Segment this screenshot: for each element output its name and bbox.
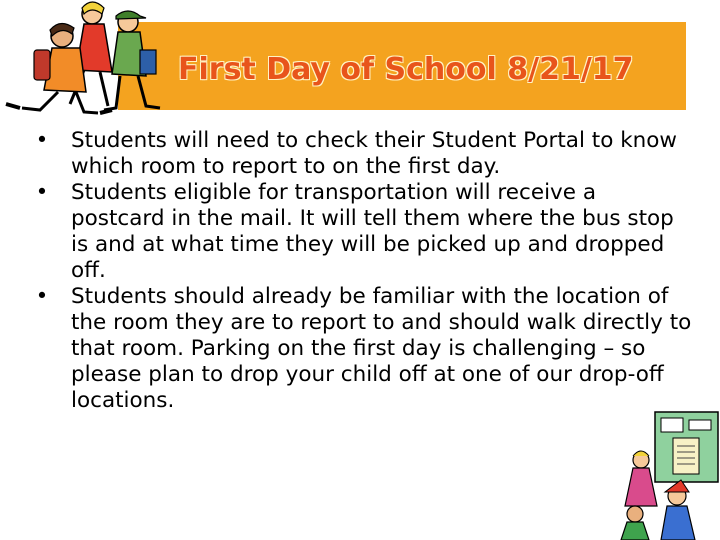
bullet-glyph: • [35,128,49,153]
bullet-glyph: • [35,180,49,205]
students-walking-clipart [0,0,182,118]
bullet-list [32,128,692,414]
bullet-text: Students should already be familiar with the location of the room they are to report to and should walk directly to that room. Parking on the first day is challenging – so please plan to drop your child off at one of our drop-off locations. [71,284,692,413]
classroom-clipart [615,410,720,540]
bullet-glyph: • [35,284,49,309]
page-title: First Day of School 8/21/17 [178,52,634,87]
bullet-text: Students eligible for transportation will receive a postcard in the mail. It will tell them where the bus stop is and at what time they will be picked up and dropped off. [71,180,674,283]
bullet-item [32,284,692,414]
bullet-item [32,180,692,284]
bullet-text: Students will need to check their Student Portal to know which room to report to on the first day. [71,128,678,179]
bullet-item [32,128,692,180]
